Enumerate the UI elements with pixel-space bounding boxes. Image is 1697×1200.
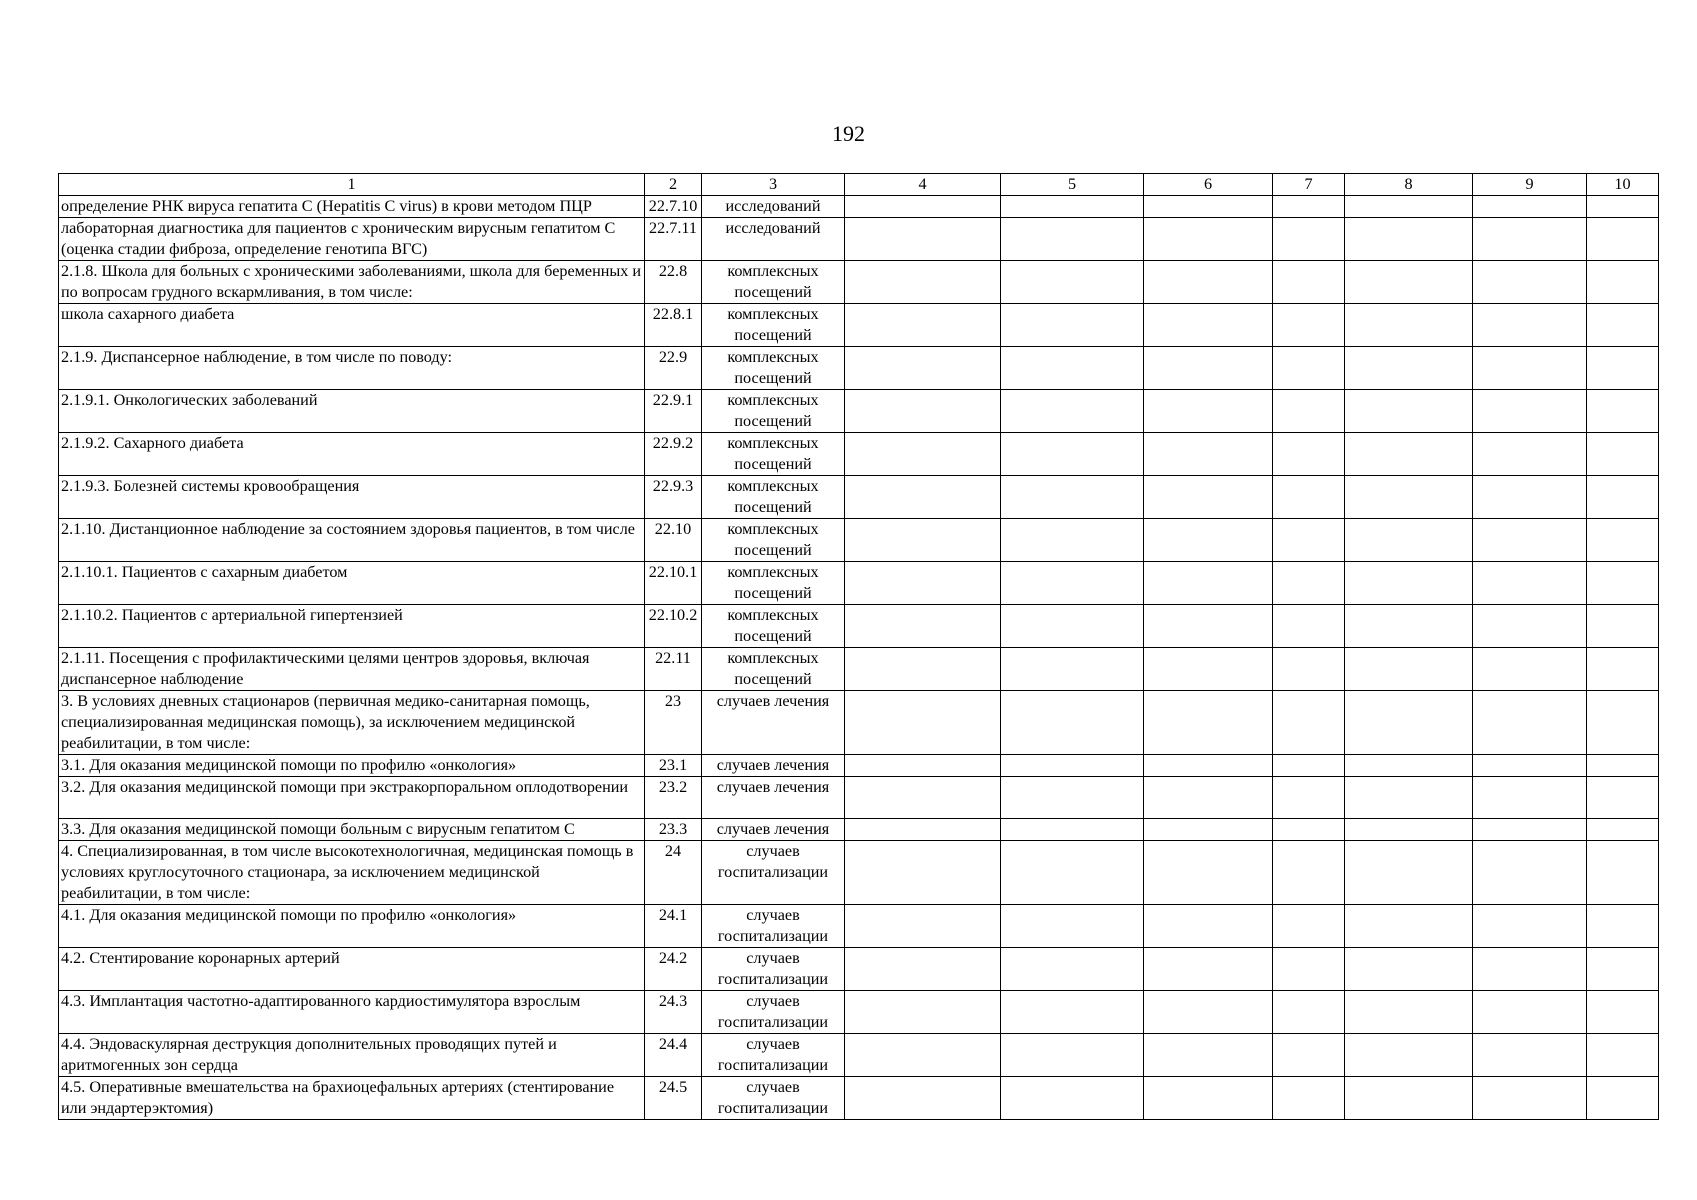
empty-value-cell	[1587, 433, 1659, 476]
row-unit-cell: случаев лечения	[702, 691, 845, 755]
table-row	[59, 991, 1659, 1034]
table-row	[59, 347, 1659, 390]
empty-value-cell	[1345, 1077, 1473, 1120]
row-code-cell: 24.2	[645, 948, 702, 991]
row-unit-cell: комплексных посещений	[702, 433, 845, 476]
empty-value-cell	[1144, 819, 1273, 841]
empty-value-cell	[1473, 1034, 1587, 1077]
column-number: 5	[1001, 174, 1144, 196]
empty-value-cell	[1473, 347, 1587, 390]
row-unit-cell: комплексных посещений	[702, 562, 845, 605]
empty-value-cell	[1473, 777, 1587, 819]
row-code-cell: 22.8.1	[645, 304, 702, 347]
row-code-cell: 22.10.1	[645, 562, 702, 605]
empty-value-cell	[1144, 691, 1273, 755]
table-row	[59, 905, 1659, 948]
empty-value-cell	[1001, 196, 1144, 218]
table-row	[59, 1034, 1659, 1077]
row-code-cell: 23.2	[645, 777, 702, 819]
empty-value-cell	[1144, 562, 1273, 605]
empty-value-cell	[1144, 196, 1273, 218]
empty-value-cell	[1273, 648, 1345, 691]
empty-value-cell	[1473, 562, 1587, 605]
column-number: 8	[1345, 174, 1473, 196]
row-unit-cell: случаев госпитализации	[702, 841, 845, 905]
empty-value-cell	[1345, 648, 1473, 691]
table-row	[59, 605, 1659, 648]
empty-value-cell	[1001, 562, 1144, 605]
empty-value-cell	[1345, 562, 1473, 605]
row-unit-cell: комплексных посещений	[702, 648, 845, 691]
empty-value-cell	[1473, 605, 1587, 648]
empty-value-cell	[1001, 819, 1144, 841]
row-code-cell: 24.4	[645, 1034, 702, 1077]
empty-value-cell	[845, 819, 1001, 841]
table-row	[59, 819, 1659, 841]
empty-value-cell	[1001, 519, 1144, 562]
empty-value-cell	[845, 691, 1001, 755]
empty-value-cell	[1001, 1077, 1144, 1120]
row-unit-cell: комплексных посещений	[702, 347, 845, 390]
column-number: 3	[702, 174, 845, 196]
row-name-cell: 3.1. Для оказания медицинской помощи по профилю «онкология»	[59, 755, 645, 777]
row-name-cell: 2.1.9.2. Сахарного диабета	[59, 433, 645, 476]
table-row	[59, 755, 1659, 777]
row-code-cell: 24	[645, 841, 702, 905]
empty-value-cell	[845, 390, 1001, 433]
row-name-cell: 4.2. Стентирование коронарных артерий	[59, 948, 645, 991]
empty-value-cell	[1273, 905, 1345, 948]
row-name-cell: 3.3. Для оказания медицинской помощи больным с вирусным гепатитом С	[59, 819, 645, 841]
empty-value-cell	[1345, 347, 1473, 390]
empty-value-cell	[1273, 347, 1345, 390]
empty-value-cell	[845, 648, 1001, 691]
table-row	[59, 218, 1659, 261]
empty-value-cell	[1273, 1077, 1345, 1120]
empty-value-cell	[1001, 841, 1144, 905]
empty-value-cell	[1587, 476, 1659, 519]
empty-value-cell	[845, 605, 1001, 648]
empty-value-cell	[1345, 476, 1473, 519]
table-row	[59, 562, 1659, 605]
row-code-cell: 22.11	[645, 648, 702, 691]
row-code-cell: 24.5	[645, 1077, 702, 1120]
empty-value-cell	[1001, 755, 1144, 777]
empty-value-cell	[1273, 519, 1345, 562]
table-row	[59, 261, 1659, 304]
column-number: 2	[645, 174, 702, 196]
row-name-cell: 4.3. Имплантация частотно-адаптированного кардиостимулятора взрослым	[59, 991, 645, 1034]
empty-value-cell	[845, 304, 1001, 347]
row-unit-cell: исследований	[702, 196, 845, 218]
empty-value-cell	[1473, 691, 1587, 755]
row-name-cell: 3.2. Для оказания медицинской помощи при экстракорпоральном оплодотворении	[59, 777, 645, 819]
table-row	[59, 519, 1659, 562]
row-unit-cell: исследований	[702, 218, 845, 261]
row-code-cell: 23	[645, 691, 702, 755]
empty-value-cell	[1273, 390, 1345, 433]
row-code-cell: 22.7.10	[645, 196, 702, 218]
empty-value-cell	[1587, 261, 1659, 304]
empty-value-cell	[1345, 948, 1473, 991]
empty-value-cell	[1345, 777, 1473, 819]
empty-value-cell	[1587, 347, 1659, 390]
row-name-cell: определение РНК вируса гепатита С (Hepatitis C virus) в крови методом ПЦР	[59, 196, 645, 218]
empty-value-cell	[1001, 476, 1144, 519]
empty-value-cell	[845, 519, 1001, 562]
empty-value-cell	[1144, 1034, 1273, 1077]
empty-value-cell	[1587, 562, 1659, 605]
row-unit-cell: случаев лечения	[702, 777, 845, 819]
empty-value-cell	[845, 347, 1001, 390]
empty-value-cell	[1345, 304, 1473, 347]
row-code-cell: 23.1	[645, 755, 702, 777]
empty-value-cell	[1345, 1034, 1473, 1077]
empty-value-cell	[1144, 777, 1273, 819]
empty-value-cell	[1345, 261, 1473, 304]
empty-value-cell	[845, 991, 1001, 1034]
empty-value-cell	[1587, 304, 1659, 347]
empty-value-cell	[845, 476, 1001, 519]
row-name-cell: 2.1.11. Посещения с профилактическими целями центров здоровья, включая диспансерное наблюдение	[59, 648, 645, 691]
row-name-cell: 2.1.10.2. Пациентов с артериальной гипертензией	[59, 605, 645, 648]
empty-value-cell	[1345, 841, 1473, 905]
empty-value-cell	[1587, 991, 1659, 1034]
empty-value-cell	[1273, 777, 1345, 819]
empty-value-cell	[1473, 905, 1587, 948]
empty-value-cell	[1144, 261, 1273, 304]
empty-value-cell	[845, 948, 1001, 991]
empty-value-cell	[1345, 605, 1473, 648]
table-row	[59, 841, 1659, 905]
empty-value-cell	[1587, 1034, 1659, 1077]
empty-value-cell	[1587, 519, 1659, 562]
row-unit-cell: случаев лечения	[702, 755, 845, 777]
empty-value-cell	[1001, 261, 1144, 304]
empty-value-cell	[1144, 433, 1273, 476]
empty-value-cell	[1473, 755, 1587, 777]
empty-value-cell	[1144, 519, 1273, 562]
empty-value-cell	[1001, 218, 1144, 261]
empty-value-cell	[1144, 304, 1273, 347]
empty-value-cell	[845, 755, 1001, 777]
row-name-cell: лабораторная диагностика для пациентов с хроническим вирусным гепатитом С (оценка стадии фиброза, определение генотипа ВГС)	[59, 218, 645, 261]
row-code-cell: 22.9.2	[645, 433, 702, 476]
empty-value-cell	[1001, 991, 1144, 1034]
empty-value-cell	[845, 261, 1001, 304]
row-code-cell: 22.9.1	[645, 390, 702, 433]
row-code-cell: 22.10	[645, 519, 702, 562]
row-name-cell: 4.5. Оперативные вмешательства на брахиоцефальных артериях (стентирование или эндартерэктомия)	[59, 1077, 645, 1120]
empty-value-cell	[1473, 819, 1587, 841]
empty-value-cell	[1144, 476, 1273, 519]
empty-value-cell	[1001, 304, 1144, 347]
table-row	[59, 948, 1659, 991]
empty-value-cell	[1001, 948, 1144, 991]
table-row	[59, 304, 1659, 347]
row-code-cell: 22.9.3	[645, 476, 702, 519]
empty-value-cell	[1473, 519, 1587, 562]
table-row	[59, 691, 1659, 755]
empty-value-cell	[1273, 562, 1345, 605]
table-header-row	[59, 174, 1659, 196]
row-unit-cell: случаев лечения	[702, 819, 845, 841]
empty-value-cell	[1345, 991, 1473, 1034]
empty-value-cell	[1001, 605, 1144, 648]
empty-value-cell	[845, 433, 1001, 476]
empty-value-cell	[1473, 476, 1587, 519]
empty-value-cell	[1144, 948, 1273, 991]
empty-value-cell	[1473, 648, 1587, 691]
row-name-cell: 4. Специализированная, в том числе высокотехнологичная, медицинская помощь в условиях круглосуточного стационара, за исключением медицинской реабилитации, в том числе:	[59, 841, 645, 905]
statistics-table	[58, 173, 1659, 1120]
empty-value-cell	[845, 841, 1001, 905]
empty-value-cell	[1473, 261, 1587, 304]
empty-value-cell	[1273, 819, 1345, 841]
table-row	[59, 1077, 1659, 1120]
empty-value-cell	[1144, 905, 1273, 948]
empty-value-cell	[1345, 755, 1473, 777]
empty-value-cell	[1345, 390, 1473, 433]
empty-value-cell	[1144, 755, 1273, 777]
table-row	[59, 196, 1659, 218]
row-name-cell: 2.1.10. Дистанционное наблюдение за состоянием здоровья пациентов, в том числе	[59, 519, 645, 562]
row-name-cell: 2.1.9. Диспансерное наблюдение, в том числе по поводу:	[59, 347, 645, 390]
empty-value-cell	[1345, 196, 1473, 218]
empty-value-cell	[1273, 605, 1345, 648]
column-number: 4	[845, 174, 1001, 196]
row-name-cell: 2.1.8. Школа для больных с хроническими заболеваниями, школа для беременных и по вопросам грудного вскармливания, в том числе:	[59, 261, 645, 304]
empty-value-cell	[1587, 196, 1659, 218]
empty-value-cell	[1001, 648, 1144, 691]
row-unit-cell: случаев госпитализации	[702, 1034, 845, 1077]
empty-value-cell	[1273, 755, 1345, 777]
empty-value-cell	[1001, 347, 1144, 390]
empty-value-cell	[1144, 218, 1273, 261]
empty-value-cell	[1473, 196, 1587, 218]
empty-value-cell	[1144, 347, 1273, 390]
empty-value-cell	[1587, 691, 1659, 755]
table-row	[59, 433, 1659, 476]
empty-value-cell	[1587, 819, 1659, 841]
row-code-cell: 22.8	[645, 261, 702, 304]
empty-value-cell	[1345, 433, 1473, 476]
empty-value-cell	[1273, 304, 1345, 347]
empty-value-cell	[1273, 991, 1345, 1034]
empty-value-cell	[1144, 605, 1273, 648]
empty-value-cell	[1587, 841, 1659, 905]
empty-value-cell	[1144, 1077, 1273, 1120]
row-unit-cell: комплексных посещений	[702, 261, 845, 304]
row-unit-cell: комплексных посещений	[702, 519, 845, 562]
row-unit-cell: комплексных посещений	[702, 605, 845, 648]
empty-value-cell	[1001, 390, 1144, 433]
row-name-cell: 2.1.9.1. Онкологических заболеваний	[59, 390, 645, 433]
empty-value-cell	[1144, 390, 1273, 433]
empty-value-cell	[1001, 433, 1144, 476]
row-unit-cell: комплексных посещений	[702, 390, 845, 433]
empty-value-cell	[1587, 948, 1659, 991]
column-number: 7	[1273, 174, 1345, 196]
empty-value-cell	[845, 1077, 1001, 1120]
table-row	[59, 390, 1659, 433]
empty-value-cell	[845, 1034, 1001, 1077]
row-name-cell: 2.1.9.3. Болезней системы кровообращения	[59, 476, 645, 519]
empty-value-cell	[1273, 476, 1345, 519]
row-unit-cell: комплексных посещений	[702, 304, 845, 347]
empty-value-cell	[1587, 218, 1659, 261]
row-name-cell: 3. В условиях дневных стационаров (первичная медико-санитарная помощь, специализированная медицинская помощь), за исключением медицинской реабилитации, в том числе:	[59, 691, 645, 755]
empty-value-cell	[1345, 218, 1473, 261]
empty-value-cell	[1273, 691, 1345, 755]
empty-value-cell	[1001, 905, 1144, 948]
empty-value-cell	[1345, 691, 1473, 755]
empty-value-cell	[1144, 648, 1273, 691]
empty-value-cell	[845, 218, 1001, 261]
empty-value-cell	[1345, 519, 1473, 562]
row-unit-cell: случаев госпитализации	[702, 905, 845, 948]
empty-value-cell	[845, 562, 1001, 605]
empty-value-cell	[1273, 1034, 1345, 1077]
row-unit-cell: случаев госпитализации	[702, 1077, 845, 1120]
empty-value-cell	[1473, 991, 1587, 1034]
empty-value-cell	[1473, 1077, 1587, 1120]
empty-value-cell	[1001, 691, 1144, 755]
row-name-cell: 4.1. Для оказания медицинской помощи по профилю «онкология»	[59, 905, 645, 948]
empty-value-cell	[1473, 841, 1587, 905]
empty-value-cell	[1273, 196, 1345, 218]
row-code-cell: 22.9	[645, 347, 702, 390]
empty-value-cell	[1473, 218, 1587, 261]
row-code-cell: 22.7.11	[645, 218, 702, 261]
empty-value-cell	[1473, 433, 1587, 476]
table-row	[59, 777, 1659, 819]
column-number: 10	[1587, 174, 1659, 196]
empty-value-cell	[1587, 1077, 1659, 1120]
row-unit-cell: комплексных посещений	[702, 476, 845, 519]
empty-value-cell	[1273, 948, 1345, 991]
empty-value-cell	[1587, 905, 1659, 948]
empty-value-cell	[845, 196, 1001, 218]
empty-value-cell	[1144, 991, 1273, 1034]
empty-value-cell	[1473, 304, 1587, 347]
row-code-cell: 22.10.2	[645, 605, 702, 648]
row-code-cell: 24.1	[645, 905, 702, 948]
empty-value-cell	[1345, 905, 1473, 948]
table-row	[59, 476, 1659, 519]
page-number: 192	[832, 121, 865, 146]
column-number: 1	[59, 174, 645, 196]
empty-value-cell	[1473, 390, 1587, 433]
empty-value-cell	[1587, 605, 1659, 648]
row-name-cell: школа сахарного диабета	[59, 304, 645, 347]
column-number: 6	[1144, 174, 1273, 196]
empty-value-cell	[845, 905, 1001, 948]
empty-value-cell	[1273, 841, 1345, 905]
empty-value-cell	[1473, 948, 1587, 991]
row-unit-cell: случаев госпитализации	[702, 948, 845, 991]
column-number: 9	[1473, 174, 1587, 196]
row-code-cell: 23.3	[645, 819, 702, 841]
empty-value-cell	[845, 777, 1001, 819]
empty-value-cell	[1273, 433, 1345, 476]
row-unit-cell: случаев госпитализации	[702, 991, 845, 1034]
empty-value-cell	[1587, 755, 1659, 777]
empty-value-cell	[1001, 1034, 1144, 1077]
empty-value-cell	[1345, 819, 1473, 841]
empty-value-cell	[1144, 841, 1273, 905]
empty-value-cell	[1587, 777, 1659, 819]
row-name-cell: 2.1.10.1. Пациентов с сахарным диабетом	[59, 562, 645, 605]
row-code-cell: 24.3	[645, 991, 702, 1034]
empty-value-cell	[1273, 261, 1345, 304]
empty-value-cell	[1273, 218, 1345, 261]
row-name-cell: 4.4. Эндоваскулярная деструкция дополнительных проводящих путей и аритмогенных зон сердца	[59, 1034, 645, 1077]
table-row	[59, 648, 1659, 691]
empty-value-cell	[1001, 777, 1144, 819]
empty-value-cell	[1587, 390, 1659, 433]
empty-value-cell	[1587, 648, 1659, 691]
